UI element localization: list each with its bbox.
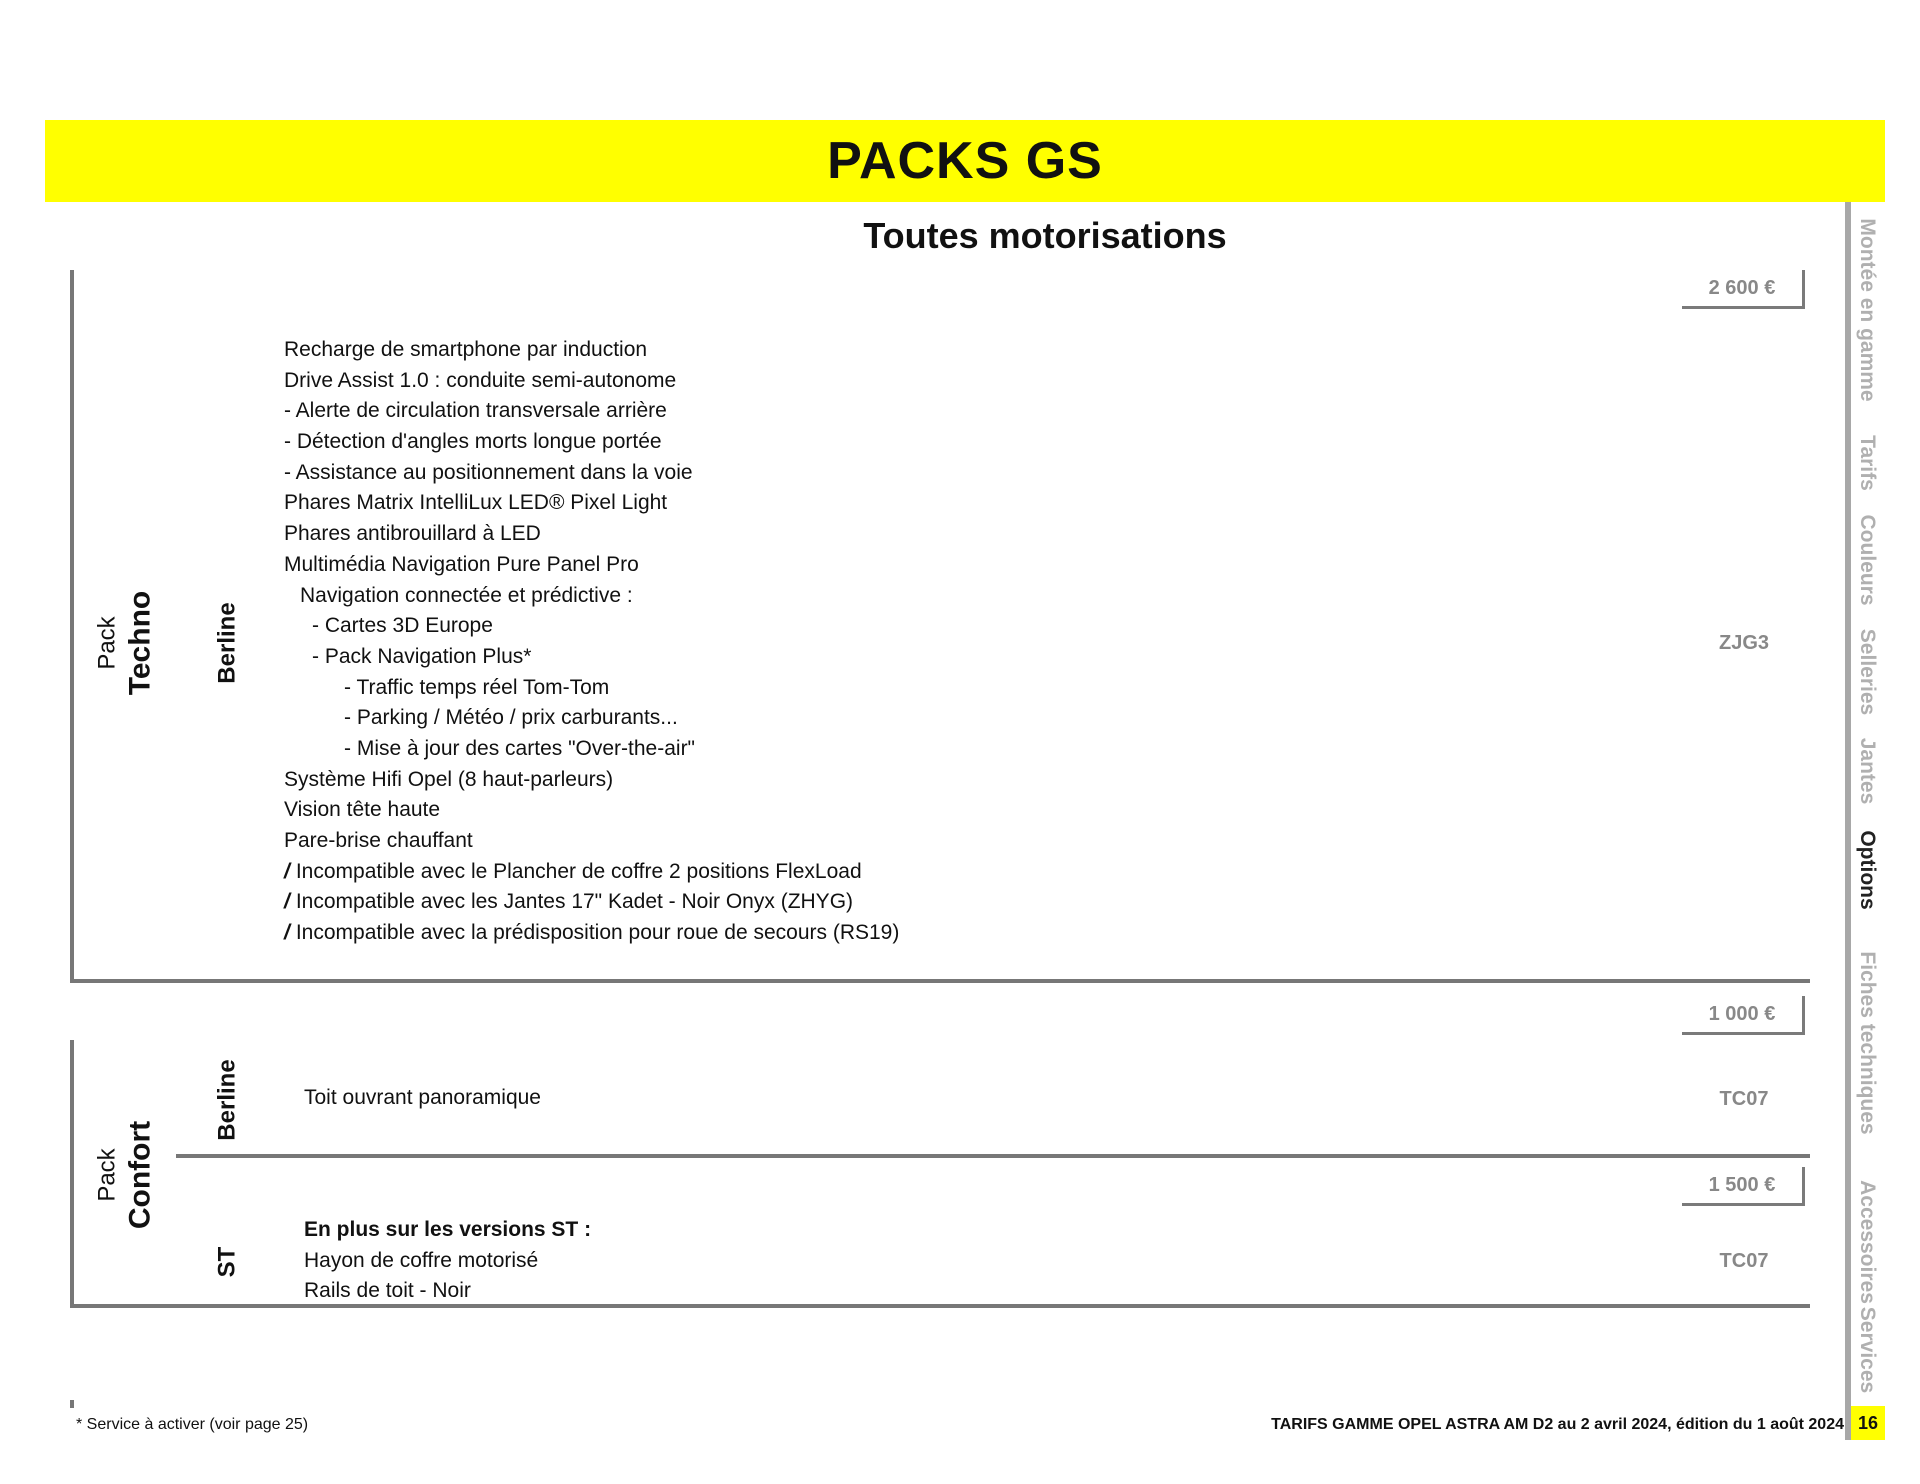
feature-item: - Alerte de circulation transversale arrière	[284, 399, 667, 423]
feature-item: Navigation connectée et prédictive :	[300, 583, 633, 607]
techno-price: 2 600 €	[1682, 270, 1805, 309]
techno-left-rule	[70, 270, 74, 983]
incompatible-text: Incompatible avec la prédisposition pour roue de secours (RS19)	[295, 921, 900, 945]
subtitle: Toutes motorisations	[863, 215, 1227, 256]
footnote: * Service à activer (voir page 25)	[76, 1416, 309, 1433]
confort-st-version-label: ST	[213, 1246, 241, 1278]
feature-item: Multimédia Navigation Pure Panel Pro	[284, 552, 639, 576]
side-nav-fiches[interactable]: Fiches techniques	[1856, 951, 1879, 1135]
confort-middle-rule	[176, 1154, 1810, 1158]
feature-item: Vision tête haute	[284, 798, 441, 822]
side-nav-services[interactable]: Services	[1856, 1306, 1879, 1394]
side-nav-montee[interactable]: Montée en gamme	[1856, 218, 1879, 402]
feature-item: Drive Assist 1.0 : conduite semi-autonome	[284, 368, 677, 392]
feature-item: - Cartes 3D Europe	[312, 614, 493, 638]
confort-st-feature-list	[304, 1215, 591, 1307]
incompatible-text: Incompatible avec le Plancher de coffre 2 positions FlexLoad	[295, 859, 862, 883]
title-banner	[45, 120, 1885, 202]
techno-bottom-rule	[70, 979, 1810, 983]
confort-st-price: 1 500 €	[1682, 1167, 1805, 1206]
confort-left-rule	[70, 1040, 74, 1308]
incompatible-item	[284, 887, 899, 918]
incompatible-text: Incompatible avec les Jantes 17" Kadet - Noir Onyx (ZHYG)	[295, 890, 854, 914]
feature-item: Phares Matrix IntelliLux LED® Pixel Light	[284, 491, 668, 515]
side-nav-rail	[1845, 202, 1851, 1438]
feature-item: Hayon de coffre motorisé	[304, 1248, 539, 1272]
feature-item: Recharge de smartphone par induction	[284, 338, 648, 361]
feature-item: - Détection d'angles morts longue portée	[284, 430, 662, 454]
side-nav	[1852, 205, 1882, 1394]
feature-item: Phares antibrouillard à LED	[284, 522, 541, 546]
feature-item: - Pack Navigation Plus*	[312, 644, 532, 668]
incompatible-item	[284, 857, 899, 888]
side-nav-accessoires[interactable]: Accessoires	[1856, 1180, 1879, 1304]
confort-berline-version-label: Berline	[213, 1059, 241, 1141]
incompatible-item	[284, 918, 899, 949]
confort-st-option-code: TC07	[1719, 1250, 1769, 1272]
techno-option-code: ZJG3	[1718, 632, 1770, 654]
techno-version-label: Berline	[213, 602, 241, 684]
feature-item: - Mise à jour des cartes "Over-the-air"	[344, 736, 696, 760]
side-nav-options[interactable]: Options	[1856, 830, 1879, 910]
side-nav-selleries[interactable]: Selleries	[1856, 628, 1879, 716]
incompatible-slash-icon: /	[284, 890, 290, 914]
incompatible-slash-icon: /	[284, 859, 290, 883]
pack-confort-small: Pack	[93, 1148, 121, 1202]
confort-berline-price: 1 000 €	[1682, 996, 1805, 1035]
side-nav-tarifs[interactable]: Tarifs	[1856, 435, 1879, 491]
incompatible-slash-icon: /	[284, 921, 290, 945]
pack-confort-name: Confort	[123, 1120, 157, 1230]
pack-techno-label	[94, 591, 159, 695]
feature-item: Rails de toit - Noir	[304, 1279, 471, 1303]
pack-techno-small: Pack	[93, 616, 121, 670]
feature-item: Pare-brise chauffant	[284, 829, 473, 852]
footer-text: TARIFS GAMME OPEL ASTRA AM D2 au 2 avril 2024, édition du 1 août 2024	[1271, 1416, 1844, 1433]
pack-confort-label	[94, 1121, 159, 1229]
confort-berline-option-code: TC07	[1719, 1088, 1769, 1110]
page-title: PACKS GS	[827, 132, 1103, 190]
confort-berline-feature: Toit ouvrant panoramique	[304, 1086, 541, 1109]
st-heading: En plus sur les versions ST :	[304, 1218, 592, 1241]
feature-item: - Parking / Météo / prix carburants...	[344, 706, 678, 730]
pack-techno-name: Techno	[123, 590, 157, 696]
page-number: 16	[1845, 1406, 1885, 1440]
feature-item: - Traffic temps réel Tom-Tom	[344, 675, 610, 699]
side-nav-couleurs[interactable]: Couleurs	[1856, 514, 1879, 606]
techno-feature-list	[284, 335, 899, 949]
feature-item: Système Hifi Opel (8 haut-parleurs)	[284, 767, 614, 791]
footer-tick	[70, 1400, 74, 1408]
side-nav-jantes[interactable]: Jantes	[1856, 737, 1879, 805]
feature-item: - Assistance au positionnement dans la voie	[284, 460, 693, 484]
